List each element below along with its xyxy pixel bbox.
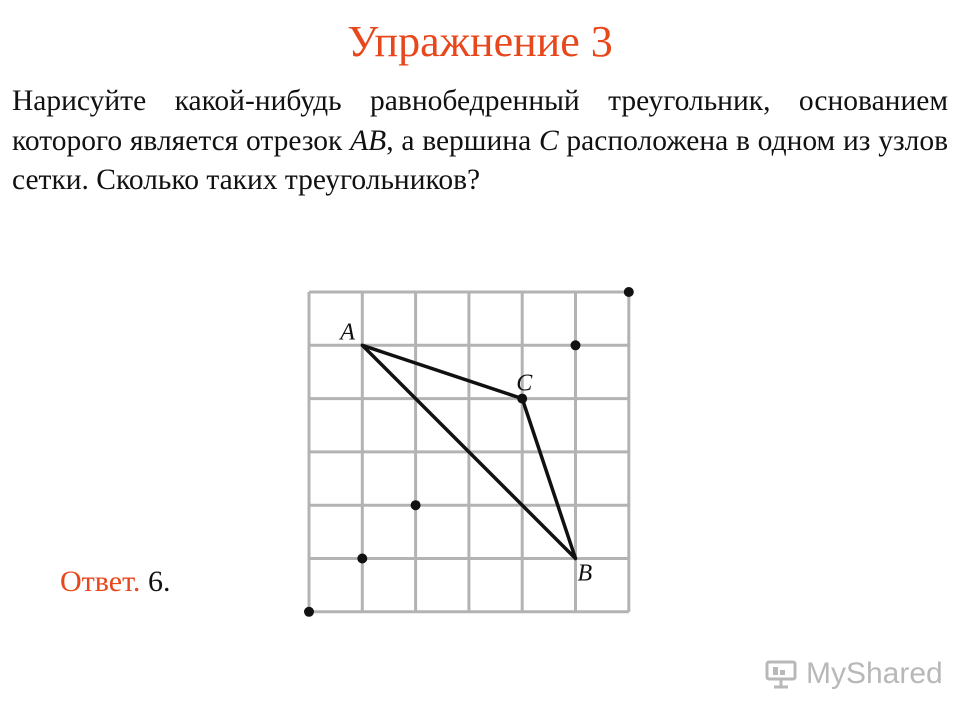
grid-node-dot (624, 287, 634, 297)
point-label-b: B (577, 560, 593, 587)
presentation-icon (764, 659, 798, 689)
slide-title: Упражнение 3 (347, 17, 613, 66)
vertex-name: C (538, 124, 559, 157)
grid-node-dot (304, 607, 314, 617)
task-part-2: , а вершина (386, 124, 539, 157)
grid-node-dot (571, 340, 581, 350)
task-part-3: расположена в одном из узлов сетки. Сколько таких треугольников? (12, 124, 949, 196)
segment-name: AB (350, 124, 387, 157)
point-label-c: C (516, 370, 533, 397)
myshared-logo (764, 654, 943, 694)
answer-label: Ответ. (60, 565, 141, 598)
grid-node-dot (357, 554, 367, 564)
task-part-1: Нарисуйте какой-нибудь равнобедренный треугольник, основанием которого является отрезок (12, 85, 948, 157)
answer (60, 562, 170, 602)
answer-value: 6. (147, 565, 171, 598)
grid-node-dot (411, 500, 421, 510)
point-label-a: A (340, 319, 355, 346)
logo-text: MyShared (806, 657, 943, 690)
